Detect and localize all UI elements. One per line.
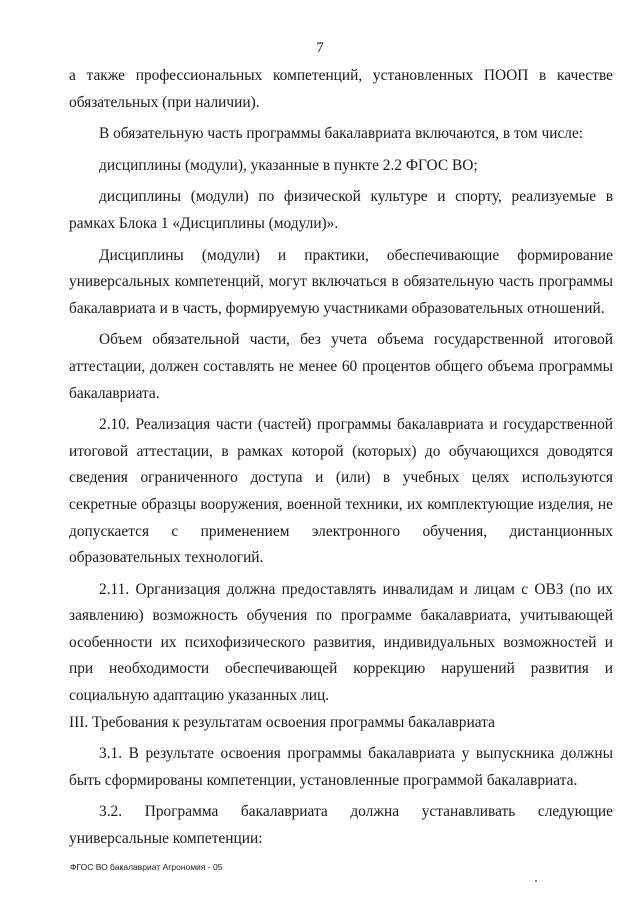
paragraph: 2.10. Реализация части (частей) программы бакалавриата и государственной итоговой аттестации, в рамках которой (которых) до обучающихся доводятся сведения ограниченного доступа и (или) в учебных целях используются секретные образцы вооружения, военной техники, их комплектующие изделия, не допускается с применением электронного обучения, дистанционных образовательных технологий. xyxy=(69,416,613,567)
paragraph: дисциплины (модули), указанные в пункте 2.2 ФГОС ВО; xyxy=(99,156,478,174)
paragraph: а также профессиональных компетенций, установленных ПООП в качестве обязательных (при наличии). xyxy=(69,67,613,111)
document-body xyxy=(69,63,613,853)
paragraph: В обязательную часть программы бакалавриата включаются, в том числе: xyxy=(99,125,584,143)
paragraph: Объем обязательной части, без учета объема государственной итоговой аттестации, должен составлять не менее 60 процентов общего объема программы бакалавриата. xyxy=(69,331,613,402)
paragraph: 2.11. Организация должна предоставлять инвалидам и лицам с ОВЗ (по их заявлению) возможность обучения по программе бакалавриата, учитывающей особенности их психофизического развития, индивидуальных возможностей и при необходимости обеспечивающей коррекцию нарушений развития и социальную адаптацию указанных лиц. xyxy=(69,580,613,705)
page-footer: ФГОС ВО бакалавриат Агрономия - 05 xyxy=(70,862,223,872)
page-number: 7 xyxy=(316,40,324,56)
paragraph: Дисциплины (модули) и практики, обеспечивающие формирование универсальных компетенций, могут включаться в обязательную часть программы бакалавриата и в часть, формируемую участниками образовательных отношений. xyxy=(69,246,613,317)
section-heading: III. Требования к результатам освоения программы бакалавриата xyxy=(69,713,495,731)
paragraph: 3.1. В результате освоения программы бакалавриата у выпускника должны быть сформированы компетенции, установленные программой бакалавриата. xyxy=(69,745,613,789)
paragraph: дисциплины (модули) по физической культуре и спорту, реализуемые в рамках Блока 1 «Дисциплины (модули)». xyxy=(69,188,613,232)
paragraph: 3.2. Программа бакалавриата должна устанавливать следующие универсальные компетенции: xyxy=(69,803,613,848)
scan-speck xyxy=(535,880,537,882)
